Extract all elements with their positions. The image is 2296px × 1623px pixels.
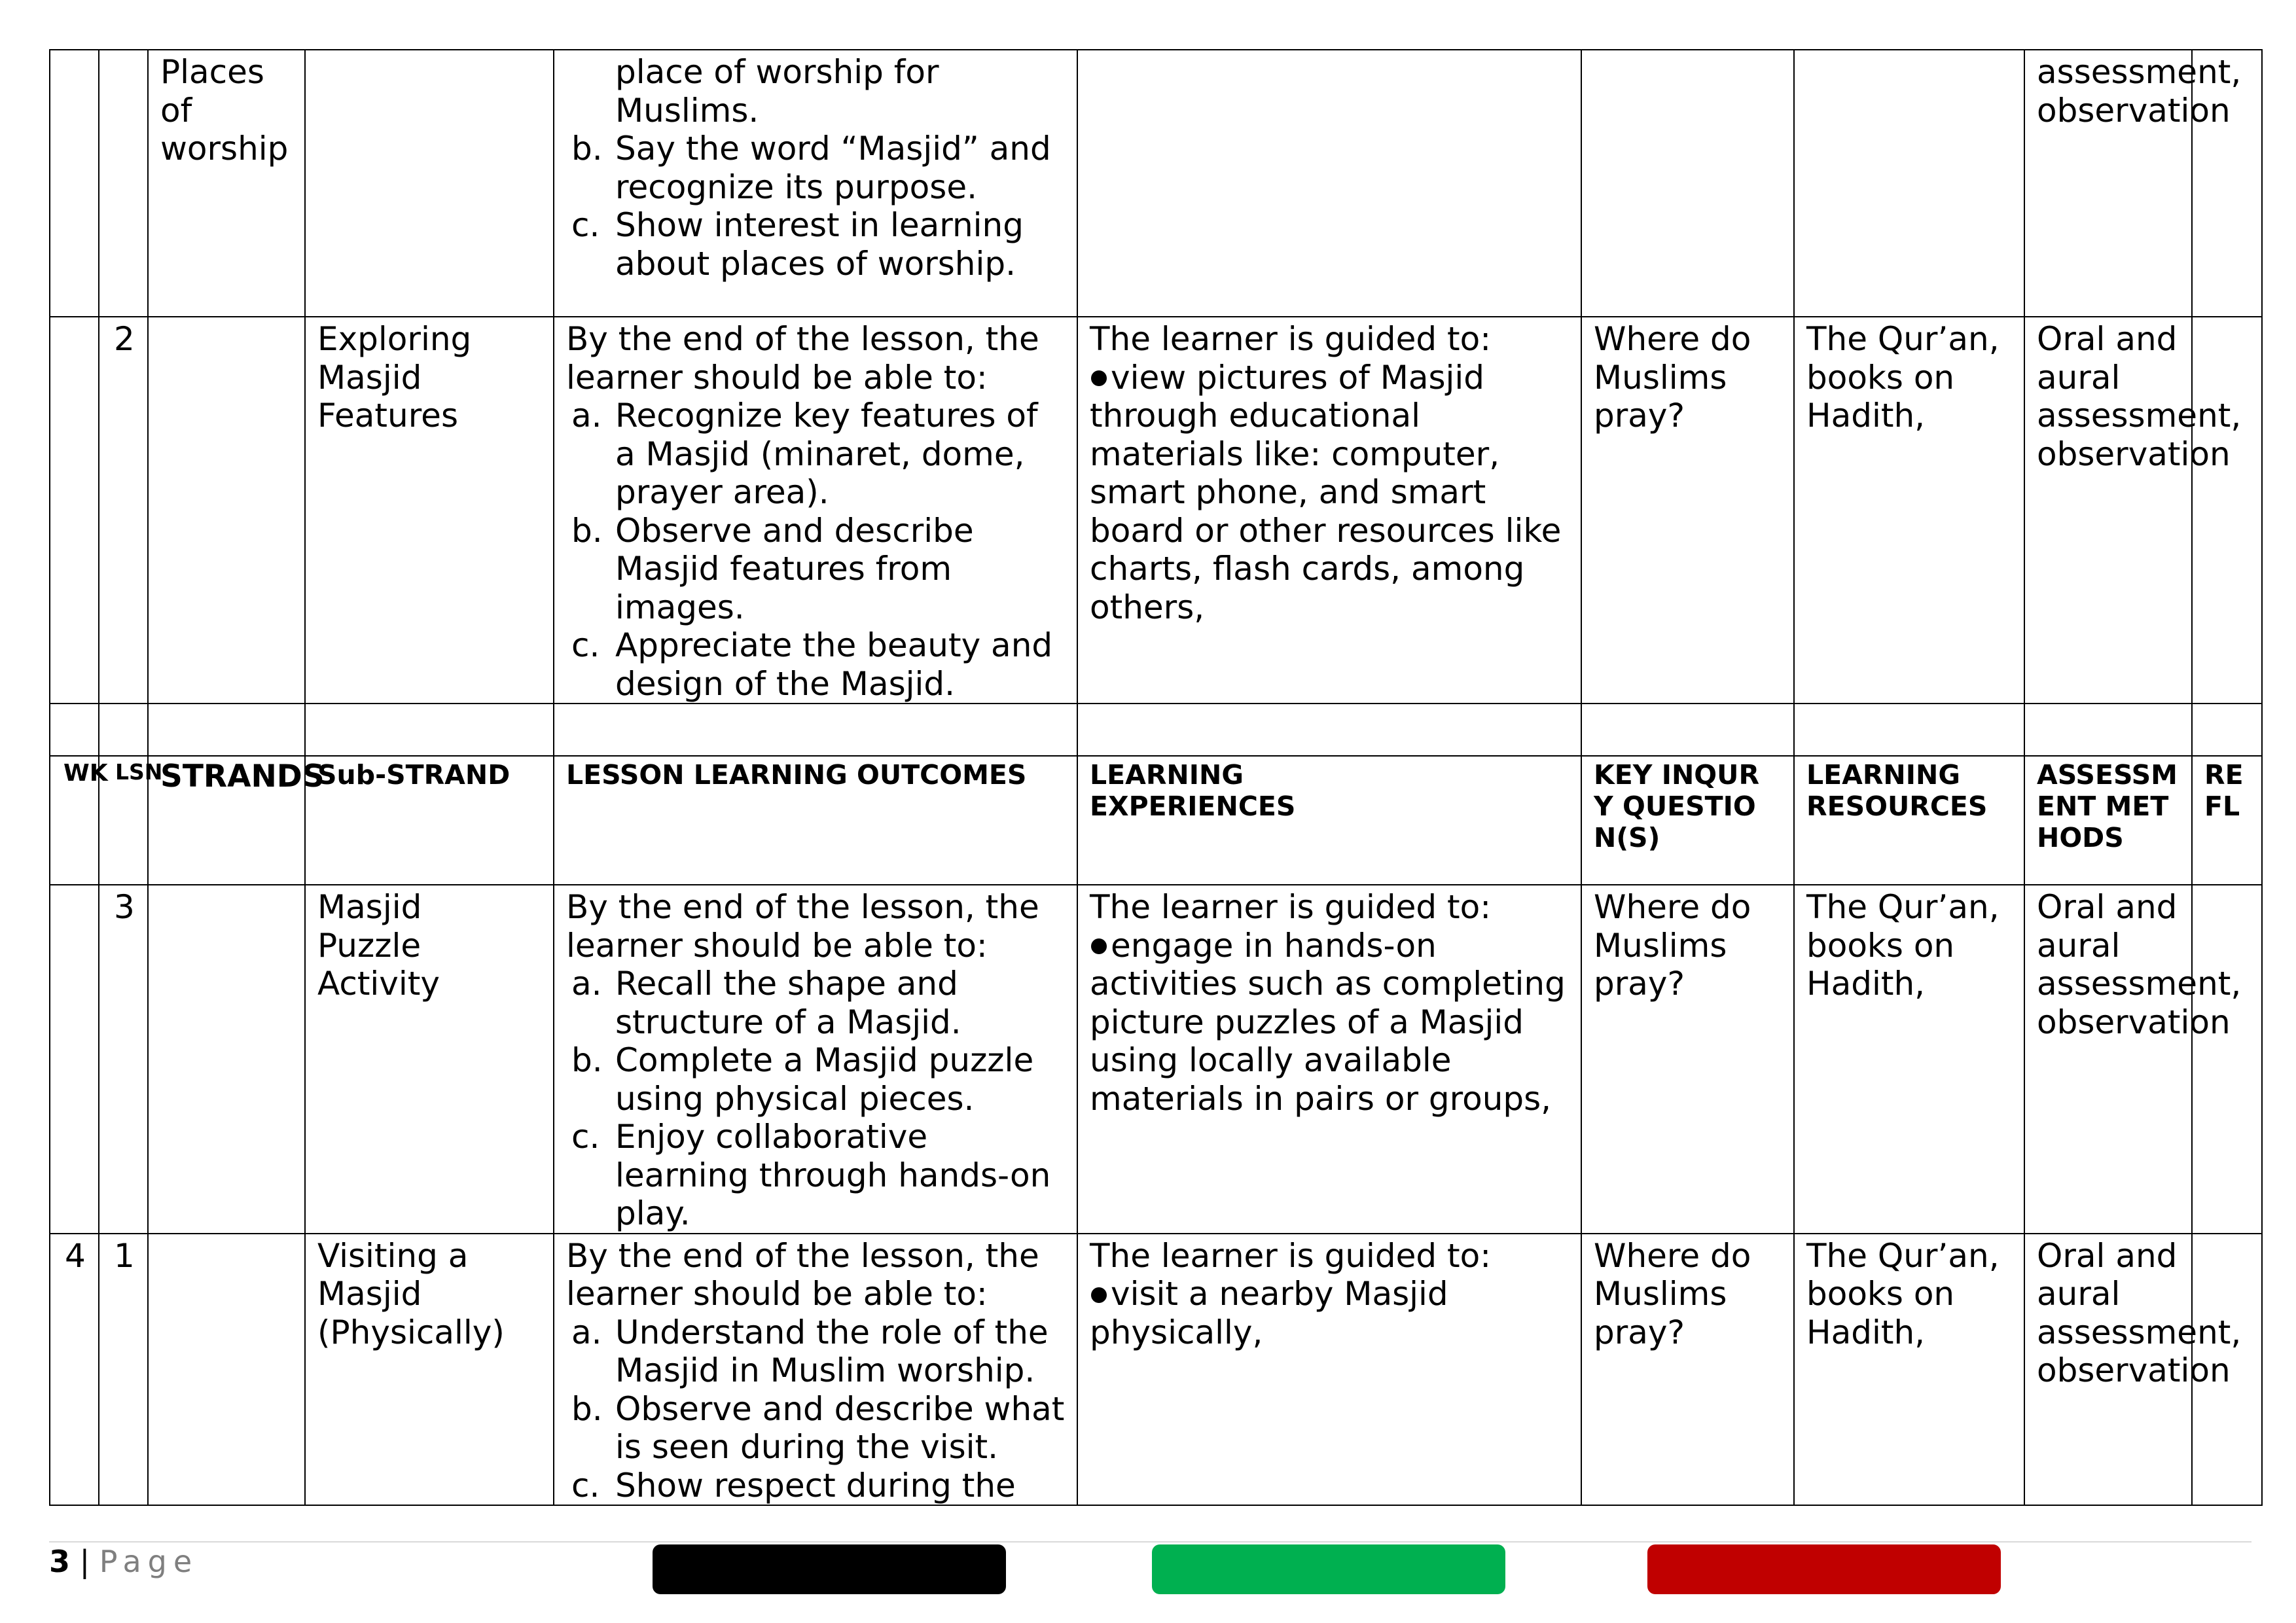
outcome-item: c. Enjoy collaborative learning through hands-on play. [571,1118,1051,1232]
flag-green-bar [1152,1544,1505,1594]
header-experiences: LEARNING EXPERIENCES [1077,756,1581,885]
bullet-icon [1091,1287,1107,1303]
week-cell [50,885,99,1234]
experiences-cell [1077,885,1581,1234]
page-footer [49,1543,198,1580]
outcomes-list [566,397,1065,703]
experience-item: view pictures of Masjid through educational materials like: computer, smart phone, and smart board or other resources like charts, flash cards, among others, [1090,358,1562,626]
outcome-item: c. Appreciate the beauty and design of the Masjid. [571,626,1053,703]
assessment-cell: Oral and aural assessment, observation [2024,1234,2192,1506]
key-question-cell: Where do Muslims pray? [1581,1234,1794,1506]
strand-cell [148,317,305,704]
header-assessment: ASSESSMENT METHODS [2024,756,2192,885]
lesson-cell: 2 [99,317,148,704]
strand-cell [148,1234,305,1506]
sub-strand-cell: Visiting a Masjid (Physically) [305,1234,554,1506]
outcome-item: place of worship for Muslims. [615,53,939,130]
table-row [50,317,2262,704]
week-cell [50,317,99,704]
bullet-icon [1091,370,1107,386]
outcomes-list [566,1313,1065,1505]
outcome-item: c. Show respect during the [571,1466,1016,1505]
table-row [50,50,2262,317]
assessment-cell: Oral and aural assessment, observation [2024,317,2192,704]
page-number: 3 [49,1544,71,1579]
sub-strand-cell: Exploring Masjid Features [305,317,554,704]
flag-black-bar [653,1544,1006,1594]
header-lsn: LSN [99,756,148,885]
key-question-cell [1581,50,1794,317]
outcome-item: a. Understand the role of the Masjid in Muslim worship. [571,1313,1049,1389]
outcomes-cell [554,1234,1077,1506]
outcomes-cell [554,50,1077,317]
outcome-item: b. Say the word “Masjid” and recognize its purpose. [571,130,1051,206]
sub-strand-cell [305,50,554,317]
reflection-cell [2192,885,2262,1234]
flag-red-bar [1647,1544,2001,1594]
table-row [50,885,2262,1234]
header-row [50,756,2262,885]
sub-strand-cell: Masjid Puzzle Activity [305,885,554,1234]
header-outcomes: LESSON LEARNING OUTCOMES [554,756,1077,885]
table-row [50,1234,2262,1506]
key-question-cell: Where do Muslims pray? [1581,885,1794,1234]
outcome-item: b. Complete a Masjid puzzle using physical pieces. [571,1041,1034,1118]
outcome-item: c. Show interest in learning about places of worship. [571,206,1024,283]
lesson-cell: 1 [99,1234,148,1506]
reflection-cell [2192,317,2262,704]
header-resources: LEARNING RESOURCES [1794,756,2024,885]
week-cell: 4 [50,1234,99,1506]
experience-item: visit a nearby Masjid physically, [1090,1275,1448,1351]
outcomes-intro: By the end of the lesson, the learner should be able to: [566,888,1039,965]
resources-cell [1794,50,2024,317]
experience-intro: The learner is guided to: [1090,1236,1492,1275]
experience-item: engage in hands-on activities such as completing picture puzzles of a Masjid using locally available materials in pairs or groups, [1090,926,1566,1118]
strand-text: Places of worship [160,53,289,168]
lesson-cell: 3 [99,885,148,1234]
header-wk: WK [50,756,99,885]
scheme-of-work-table [49,49,2263,1506]
outcome-item: b. Observe and describe Masjid features from images. [571,511,974,626]
outcome-item: a. Recognize key features of a Masjid (minaret, dome, prayer area). [571,397,1038,511]
header-strands: STRANDS [148,756,305,885]
outcomes-cell [554,885,1077,1234]
experiences-cell [1077,50,1581,317]
strand-cell [148,50,305,317]
outcomes-intro: By the end of the lesson, the learner should be able to: [566,320,1039,397]
key-question-cell: Where do Muslims pray? [1581,317,1794,704]
strand-cell [148,885,305,1234]
footer-divider [49,1541,2251,1543]
outcome-item: b. Observe and describe what is seen during the visit. [571,1389,1065,1466]
outcomes-cell [554,317,1077,704]
page-separator: | [79,1544,90,1579]
experiences-cell [1077,317,1581,704]
outcomes-list [566,965,1065,1233]
experience-intro: The learner is guided to: [1090,320,1492,358]
empty-row [50,704,2262,756]
experiences-cell [1077,1234,1581,1506]
outcomes-intro: By the end of the lesson, the learner should be able to: [566,1236,1039,1313]
experience-intro: The learner is guided to: [1090,888,1492,926]
outcome-item: a. Recall the shape and structure of a Masjid. [571,965,961,1041]
page-word: Page [99,1544,199,1579]
header-refl: REFL [2192,756,2262,885]
resources-cell: The Qur’an, books on Hadith, [1794,1234,2024,1506]
assessment-cell: Oral and aural assessment, observation [2024,885,2192,1234]
week-cell [50,50,99,317]
resources-cell: The Qur’an, books on Hadith, [1794,885,2024,1234]
header-key-question: KEY INQURY QUESTION(S) [1581,756,1794,885]
bullet-icon [1091,938,1107,954]
header-sub-strand: Sub-STRAND [305,756,554,885]
resources-cell: The Qur’an, books on Hadith, [1794,317,2024,704]
outcomes-list [566,53,1065,283]
lesson-cell [99,50,148,317]
assessment-cell: assessment, observation [2024,50,2192,317]
